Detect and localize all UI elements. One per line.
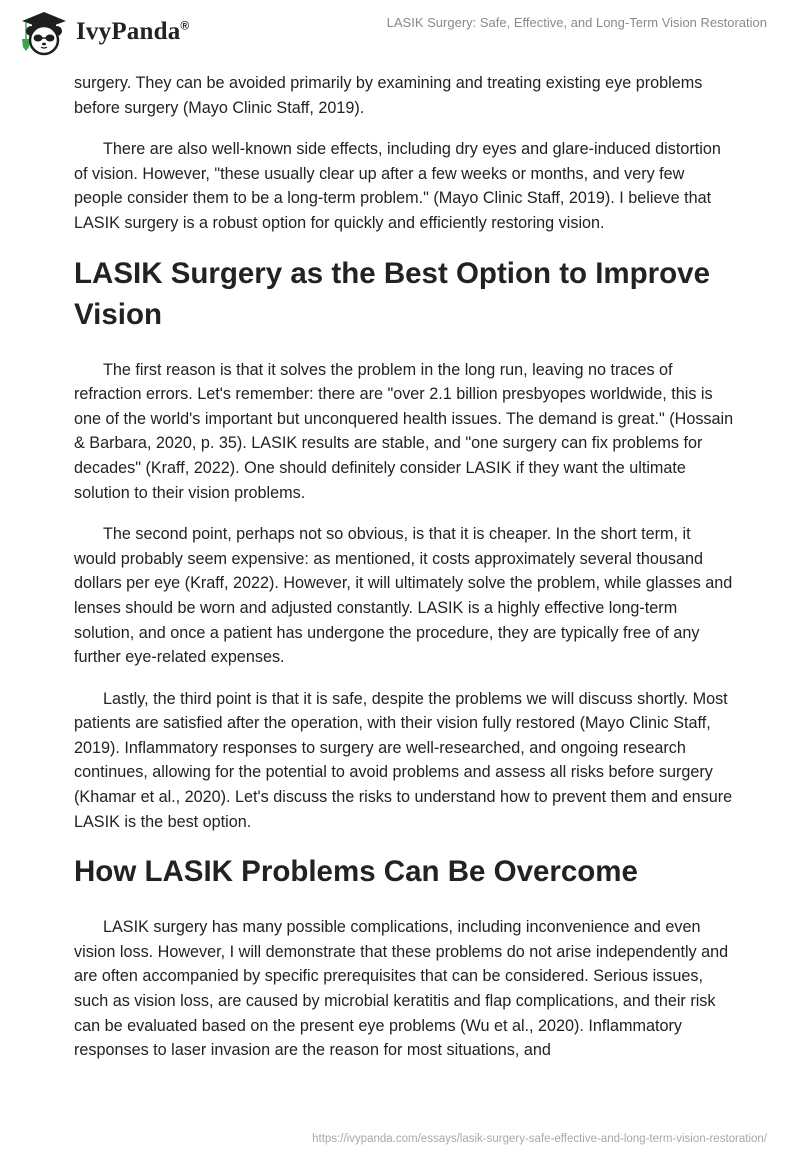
page-header (0, 0, 800, 62)
paragraph: The first reason is that it solves the problem in the long run, leaving no traces of refraction errors. Let's remember: there are "over 2.1 billion presbyopes worldwide, this is one of the world's important but unconquered health issues. The demand is great." (Hossain & Barbara, 2020, p. 35). LASIK results are stable, and "one surgery can fix problems for decades" (Kraff, 2022). One should definitely consider LASIK if they want the ultimate solution to their vision problems. (74, 360, 734, 502)
section-heading: How LASIK Problems Can Be Overcome (74, 855, 638, 889)
essay-content (74, 71, 734, 1080)
ivypanda-logo[interactable] (18, 7, 189, 57)
logo-text: IvyPanda® (76, 18, 190, 45)
paragraph: Lastly, the third point is that it is safe, despite the problems we will discuss shortly. Most patients are satisfied after the operation, with their vision fully restored (Mayo Clinic Staff, 2019). Inflammatory responses to surgery are well-researched, and ongoing research continues, allowing for the potential to avoid problems and assess all risks before surgery (Khamar et al., 2020). Let's discuss the risks to understand how to prevent them and ensure LASIK is the best option. (74, 689, 733, 831)
paragraph: There are also well-known side effects, including dry eyes and glare-induced distortion of vision. However, "these usually clear up after a few weeks or months, and very few people consider them to be a long-term problem." (Mayo Clinic Staff, 2019). I believe that LASIK surgery is a robust option for quickly and efficiently restoring vision. (74, 140, 721, 232)
source-url[interactable]: https://ivypanda.com/essays/lasik-surgery-safe-effective-and-long-term-vision-restoration/ (312, 1133, 767, 1145)
paragraph: The second point, perhaps not so obvious, is that it is cheaper. In the short term, it would probably seem expensive: as mentioned, it costs approximately several thousand dollars per eye (Kraff, 2022). However, it will ultimately solve the problem, while glasses and lenses should be worn and adjusted constantly. LASIK is a highly effective long-term solution, and once a patient has undergone the procedure, they are typically free of any further eye-related expenses. (74, 525, 733, 667)
paragraph: surgery. They can be avoided primarily by examining and treating existing eye problems before surgery (Mayo Clinic Staff, 2019). (74, 74, 703, 117)
section-heading: LASIK Surgery as the Best Option to Improve Vision (74, 256, 710, 331)
document-title: LASIK Surgery: Safe, Effective, and Long-Term Vision Restoration (386, 15, 767, 30)
paragraph: LASIK surgery has many possible complications, including inconvenience and even vision loss. However, I will demonstrate that these problems do not arise independently and are often accompanied by specific prerequisites that can be considered. Serious issues, such as vision loss, are caused by microbial keratitis and flap complications, and their risk can be evaluated based on the present eye problems (Wu et al., 2020). Inflammatory responses to laser invasion are the reason for most situations, and (74, 918, 729, 1060)
registered-mark: ® (180, 18, 190, 33)
panda-graduate-icon (18, 7, 70, 57)
